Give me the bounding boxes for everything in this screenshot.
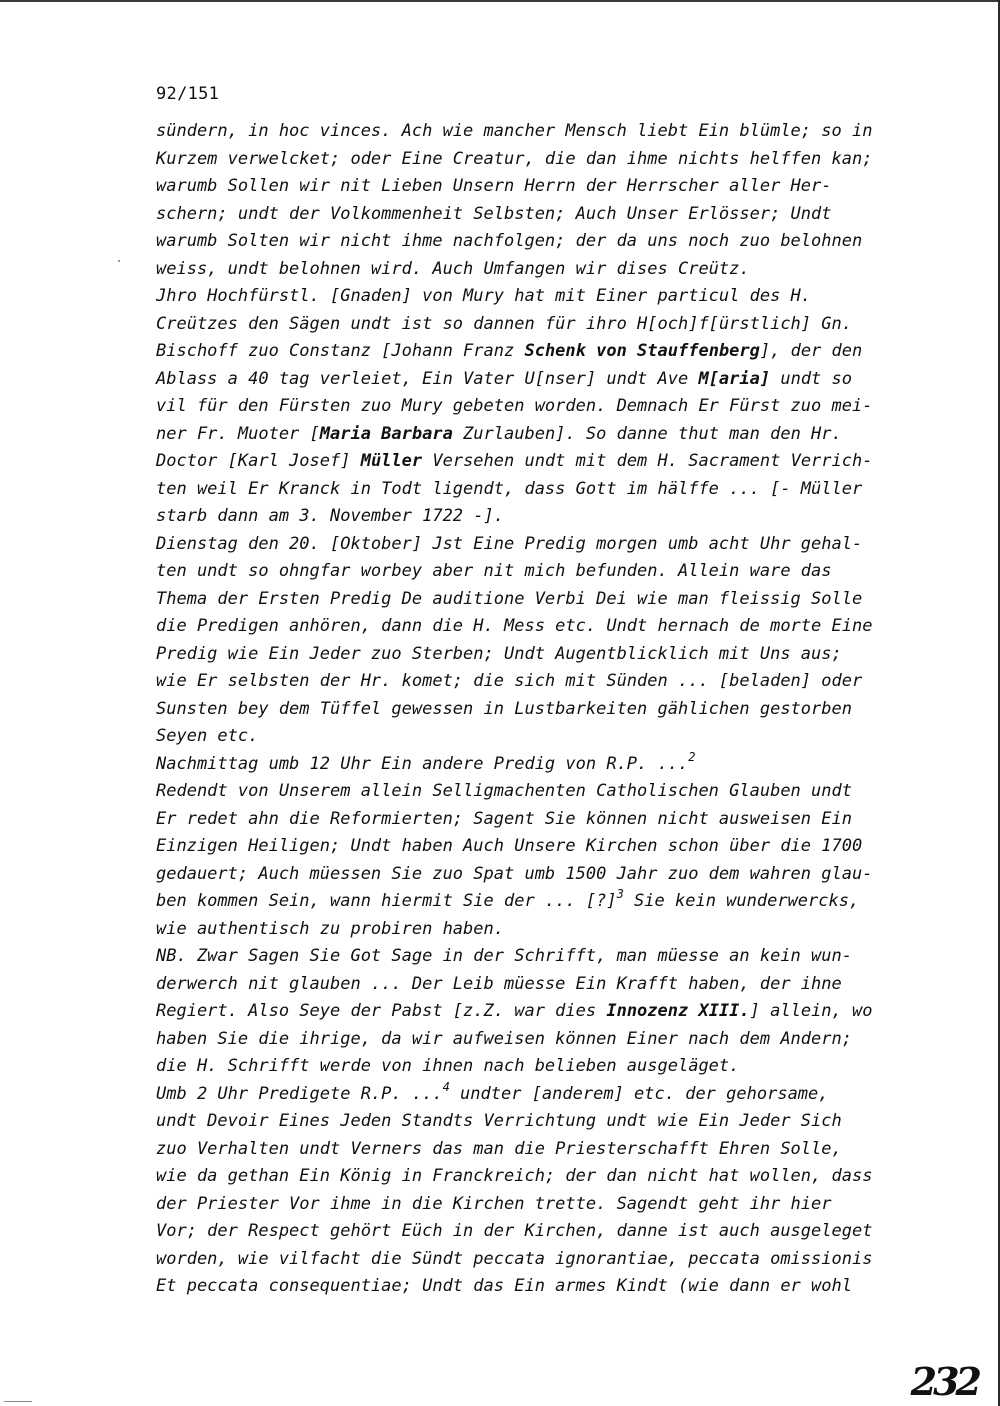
text-segment: NB. Zwar Sagen Sie Got Sage in der Schrifft, man müesse an kein wun-: [156, 946, 852, 966]
text-segment: Dienstag den 20. [Oktober] Jst Eine Predig morgen umb acht Uhr gehal-: [156, 533, 863, 554]
text-segment: ten weil Er Kranck in Todt ligendt, dass Gott im hälffe ... [- Müller: [156, 478, 863, 499]
text-line: [156, 778, 926, 806]
text-segment: weiss, undt belohnen wird. Auch Umfangen wir dises Creütz.: [156, 258, 750, 279]
text-line: [156, 1191, 926, 1219]
text-segment: ten undt so ohngfar worbey aber nit mich befunden. Allein ware das: [156, 561, 832, 581]
text-segment: wie Er selbsten der Hr. komet; die sich mit Sünden ... [beladen] oder: [156, 671, 863, 691]
text-segment: schern; undt der Volkommenheit Selbsten; Auch Unser Erlösser; Undt: [156, 203, 832, 224]
text-line: [156, 256, 926, 284]
text-line: [156, 1108, 926, 1136]
text-segment: zuo Verhalten undt Verners das man die Priesterschafft Ehren Solle,: [156, 1138, 842, 1159]
text-segment: vil für den Fürsten zuo Mury gebeten worden. Demnach Er Fürst zuo mei-: [156, 396, 873, 416]
text-line: [156, 586, 926, 614]
text-line: [156, 228, 926, 256]
text-segment: Creützes den Sägen undt ist so dannen für ihro H[och]f[ürstlich] Gn.: [156, 313, 852, 334]
text-segment: Doctor [Karl Josef]: [156, 451, 361, 471]
bold-name: Maria Barbara: [319, 423, 453, 444]
text-line: [156, 1081, 926, 1109]
text-segment: derwerch nit glauben ... Der Leib müesse Ein Krafft haben, der ihne: [156, 973, 842, 994]
text-line: [156, 971, 926, 999]
text-line: [156, 146, 926, 174]
text-line: [156, 833, 926, 861]
bold-name: Müller: [360, 451, 423, 471]
text-segment: haben Sie die ihrige, da wir aufweisen können Einer nach dem Andern;: [156, 1028, 852, 1049]
bold-name: Schenk von Stauffenberg: [524, 341, 760, 361]
text-segment: Redendt von Unserem allein Selligmachenten Catholischen Glauben undt: [156, 781, 852, 801]
text-segment: undt so: [770, 368, 852, 389]
margin-speck: [118, 260, 120, 262]
text-line: [156, 696, 926, 724]
footnote-marker: 2: [688, 749, 696, 764]
bold-name: M[aria]: [698, 368, 771, 389]
text-line: [156, 888, 926, 916]
text-segment: warumb Solten wir nicht ihme nachfolgen; der da uns noch zuo belohnen: [156, 231, 863, 251]
text-segment: Ablass a 40 tag verleiet, Ein Vater U[nser] undt Ave: [156, 368, 699, 389]
text-segment: Nachmittag umb 12 Uhr Ein andere Predig von R.P. ...: [156, 753, 689, 774]
text-segment: ] allein, wo: [749, 1001, 873, 1021]
text-line: [156, 751, 926, 779]
text-line: [156, 366, 926, 394]
text-segment: ], der den: [759, 341, 863, 361]
text-segment: Jhro Hochfürstl. [Gnaden] von Mury hat mit Einer particul des H.: [156, 286, 812, 306]
text-segment: Er redet ahn die Reformierten; Sagent Sie können nicht ausweisen Ein: [156, 808, 852, 829]
scan-edge-top: [0, 0, 1000, 2]
text-line: [156, 943, 926, 971]
text-segment: Vor; der Respect gehört Eüch in der Kirchen, danne ist auch ausgeleget: [156, 1221, 873, 1241]
text-line: [156, 448, 926, 476]
text-line: [156, 173, 926, 201]
text-segment: wie da gethan Ein König in Franckreich; der dan nicht hat wollen, dass: [156, 1166, 873, 1186]
text-segment: Regiert. Also Seye der Pabst [z.Z. war dies: [156, 1001, 607, 1021]
text-line: [156, 421, 926, 449]
text-segment: Seyen etc.: [156, 726, 259, 746]
handwritten-page-number: 232: [910, 1359, 978, 1404]
text-line: [156, 998, 926, 1026]
text-line: [156, 1273, 926, 1301]
text-line: [156, 1026, 926, 1054]
text-segment: wie authentisch zu probiren haben.: [156, 918, 504, 939]
text-line: [156, 338, 926, 366]
footnote-marker: 4: [442, 1079, 450, 1094]
text-segment: Umb 2 Uhr Predigete R.P. ...: [156, 1083, 443, 1104]
text-line: [156, 393, 926, 421]
text-line: [156, 503, 926, 531]
text-segment: Et peccata consequentiae; Undt das Ein armes Kindt (wie dann er wohl: [156, 1276, 852, 1296]
text-segment: Zurlauben]. So danne thut man den Hr.: [452, 423, 842, 444]
text-line: [156, 613, 926, 641]
text-segment: die H. Schrifft werde von ihnen nach belieben ausgeläget.: [156, 1056, 740, 1076]
text-line: [156, 201, 926, 229]
text-line: [156, 283, 926, 311]
text-segment: undt Devoir Eines Jeden Standts Verrichtung undt wie Ein Jeder Sich: [156, 1111, 842, 1131]
text-segment: Einzigen Heiligen; Undt haben Auch Unsere Kirchen schon über die 1700: [156, 836, 863, 856]
footnote-marker: 3: [616, 887, 624, 901]
text-segment: Sie kein wunderwercks,: [623, 891, 860, 911]
transcription-body: [156, 118, 926, 1301]
text-segment: ben kommen Sein, wann hiermit Sie der ... [?]: [156, 891, 617, 911]
text-segment: Versehen undt mit dem H. Sacrament Verrich-: [422, 451, 873, 471]
text-segment: undter [anderem] etc. der gehorsame,: [449, 1083, 829, 1104]
text-segment: Sunsten bey dem Tüffel gewessen in Lustbarkeiten gählichen gestorben: [156, 698, 852, 719]
text-segment: Bischoff zuo Constanz [Johann Franz: [156, 341, 525, 361]
text-segment: sündern, in hoc vinces. Ach wie mancher Mensch liebt Ein blümle; so in: [156, 121, 873, 141]
text-line: [156, 723, 926, 751]
text-line: [156, 1136, 926, 1164]
text-line: [156, 118, 926, 146]
text-segment: warumb Sollen wir nit Lieben Unsern Herrn der Herrscher aller Her-: [156, 176, 832, 196]
page-number: 92/151: [156, 84, 220, 104]
bold-name: Innozenz XIII.: [606, 1001, 750, 1021]
text-line: [156, 558, 926, 586]
text-segment: starb dann am 3. November 1722 -].: [156, 506, 504, 526]
text-line: [156, 1053, 926, 1081]
text-line: [156, 476, 926, 504]
text-line: [156, 1163, 926, 1191]
text-line: [156, 916, 926, 944]
text-segment: ner Fr. Muoter [: [156, 423, 320, 444]
text-line: [156, 806, 926, 834]
text-segment: die Predigen anhören, dann die H. Mess etc. Undt hernach de morte Eine: [156, 616, 873, 636]
text-line: [156, 1246, 926, 1274]
text-segment: worden, wie vilfacht die Sündt peccata ignorantiae, peccata omissionis: [156, 1248, 873, 1269]
scan-mark: [4, 1401, 32, 1402]
text-line: [156, 531, 926, 559]
text-line: [156, 1218, 926, 1246]
text-line: [156, 641, 926, 669]
text-segment: Kurzem verwelcket; oder Eine Creatur, die dan ihme nichts helffen kan;: [156, 148, 873, 169]
text-segment: Predig wie Ein Jeder zuo Sterben; Undt Augentblicklich mit Uns aus;: [156, 643, 842, 664]
text-line: [156, 861, 926, 889]
text-line: [156, 668, 926, 696]
text-segment: der Priester Vor ihme in die Kirchen trette. Sagendt geht ihr hier: [156, 1193, 832, 1214]
text-segment: gedauert; Auch müessen Sie zuo Spat umb 1500 Jahr zuo dem wahren glau-: [156, 863, 873, 884]
text-segment: Thema der Ersten Predig De auditione Verbi Dei wie man fleissig Solle: [156, 588, 863, 609]
text-line: [156, 311, 926, 339]
